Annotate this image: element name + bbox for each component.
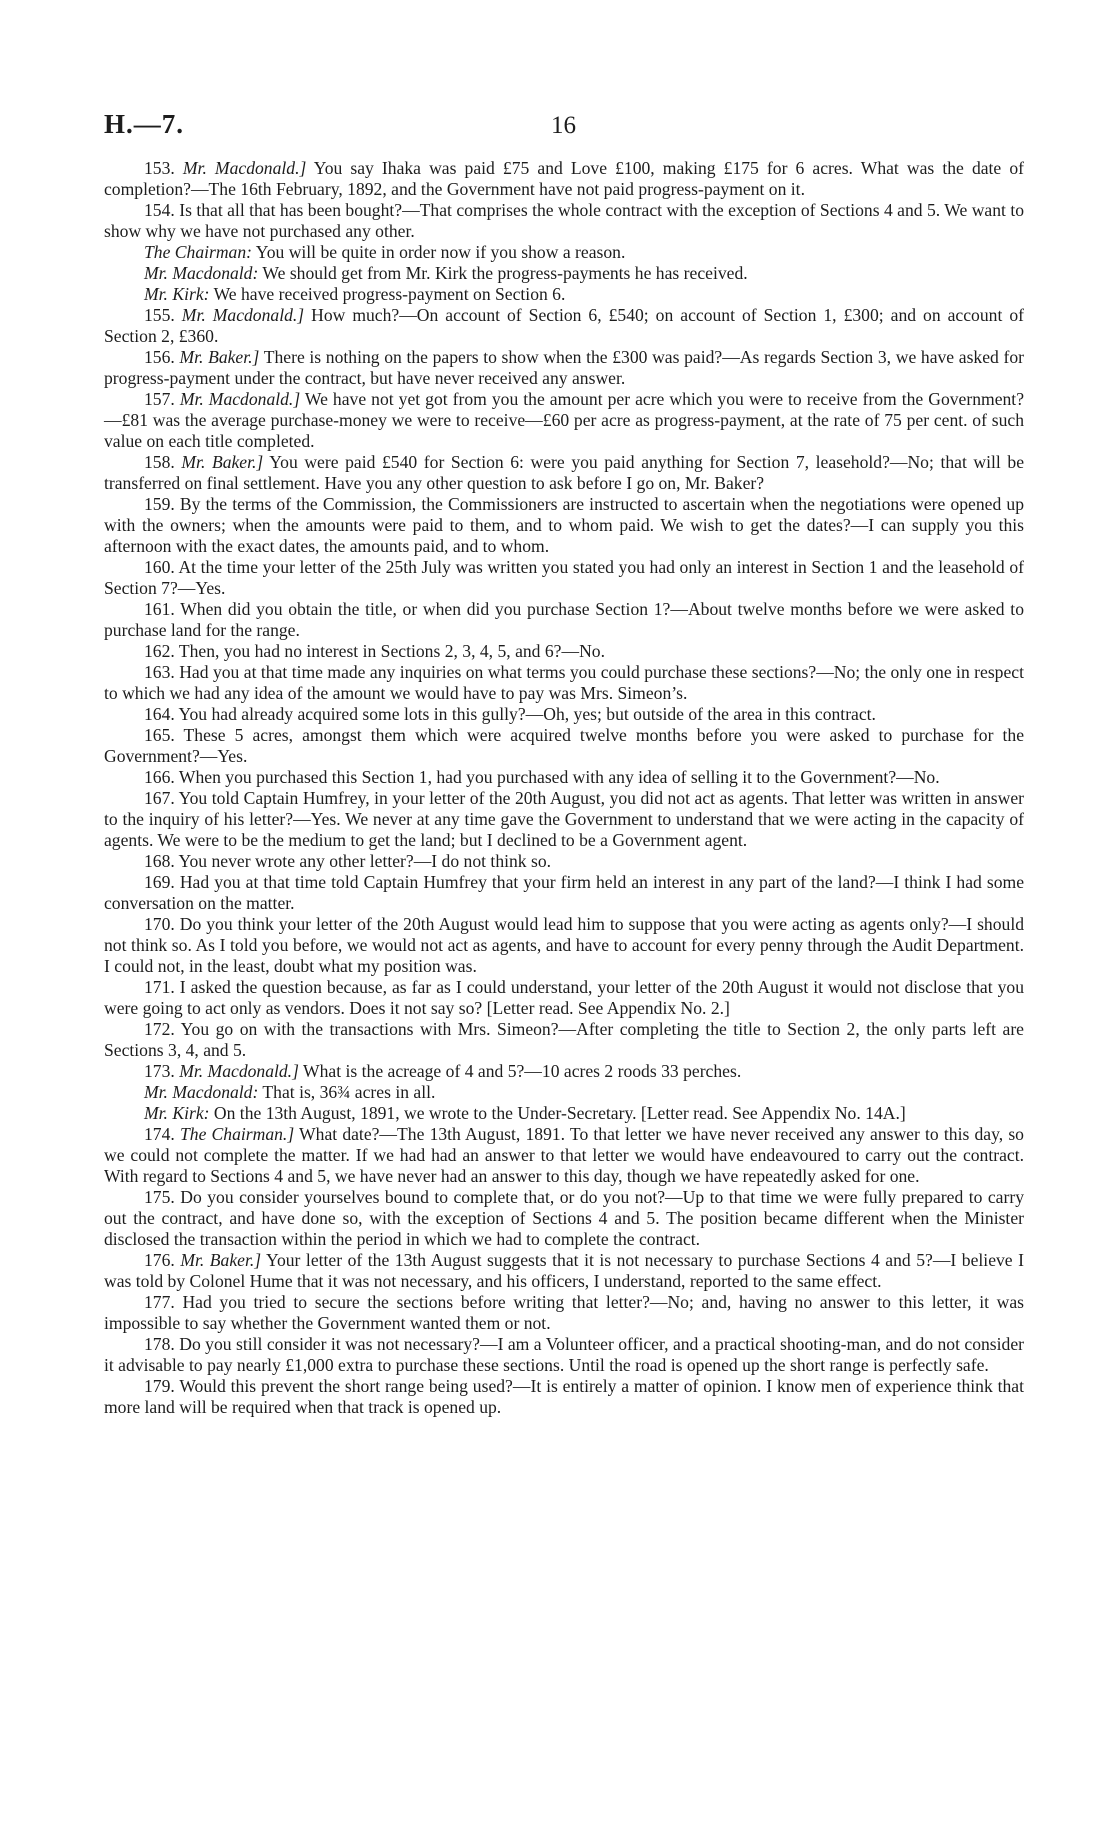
question-number: 168. [144, 851, 175, 871]
paragraph [104, 1187, 1024, 1250]
paragraph-text: Would this prevent the short range being used?—It is entirely a matter of opinion. I know men of experience think that more land will be required when that track is opened up. [104, 1376, 1024, 1417]
paragraph-text: On the 13th August, 1891, we wrote to the Under-Secretary. [Letter read. See Appendix No. 14A.] [209, 1103, 906, 1123]
paragraph-text: I asked the question because, as far as I could understand, your letter of the 20th August it would not disclose that you were going to act only as vendors. Does it not say so? [Letter read. See Appendix No. 2.] [104, 977, 1024, 1018]
paragraph-text: You will be quite in order now if you show a reason. [252, 242, 626, 262]
paragraph [104, 242, 1024, 263]
paragraph-text: When did you obtain the title, or when did you purchase Section 1?—About twelve months before we were asked to purchase land for the range. [104, 599, 1024, 640]
paragraph [104, 704, 1024, 725]
paragraph-text: We have received progress-payment on Section 6. [209, 284, 566, 304]
paragraph-text: At the time your letter of the 25th July was written you stated you had only an interest in Section 1 and the leasehold of Section 7?—Yes. [104, 557, 1024, 598]
paragraph [104, 1103, 1024, 1124]
question-number: 154. [144, 200, 175, 220]
paragraph [104, 725, 1024, 767]
question-number: 174. [144, 1124, 175, 1144]
paragraph-text: What date?—The 13th August, 1891. To that letter we have never received any answer to this day, so we could not complete the matter. If we had had an answer to that letter we would have endeavoured to carry out the contract. With regard to Sections 4 and 5, we have never had an answer to this day, though we have repeatedly asked for one. [104, 1124, 1024, 1186]
paragraph [104, 1082, 1024, 1103]
paragraph [104, 1124, 1024, 1187]
paragraph [104, 347, 1024, 389]
paragraph [104, 767, 1024, 788]
paragraph [104, 1334, 1024, 1376]
question-number: 153. [144, 158, 175, 178]
speaker: Mr. Macdonald: [144, 1082, 259, 1102]
paragraph-text: Do you still consider it was not necessary?—I am a Volunteer officer, and a practical shooting-man, and do not consider it advisable to pay nearly £1,000 extra to purchase these sections. Until the road is opened up the short range is perfectly safe. [104, 1334, 1024, 1375]
paragraph [104, 662, 1024, 704]
paragraph-text: What is the acreage of 4 and 5?—10 acres 2 roods 33 perches. [298, 1061, 742, 1081]
speaker: Mr. Baker.] [181, 452, 264, 472]
paragraph [104, 872, 1024, 914]
speaker: Mr. Baker.] [179, 347, 260, 367]
paragraph [104, 452, 1024, 494]
paragraph [104, 389, 1024, 452]
question-number: 159. [144, 494, 175, 514]
question-number: 163. [144, 662, 175, 682]
paragraph-text: By the terms of the Commission, the Commissioners are instructed to ascertain when the negotiations were opened up with the owners; when the amounts were paid to them, and to whom paid. We wish to get the dates?—I can supply you this afternoon with the exact dates, the amounts paid, and to whom. [104, 494, 1024, 556]
speaker: Mr. Macdonald.] [179, 1061, 299, 1081]
page-number: 16 [551, 112, 576, 139]
paragraph [104, 305, 1024, 347]
paragraph-text: We should get from Mr. Kirk the progress-payments he has received. [258, 263, 748, 283]
question-number: 156. [144, 347, 175, 367]
paragraph-text: Is that all that has been bought?—That comprises the whole contract with the exception of Sections 4 and 5. We want to show why we have not purchased any other. [104, 200, 1024, 241]
question-number: 169. [144, 872, 175, 892]
paragraph-text: Had you tried to secure the sections before writing that letter?—No; and, having no answer to this letter, it was impossible to say whether the Government wanted them or not. [104, 1292, 1024, 1333]
question-number: 162. [144, 641, 175, 661]
speaker: The Chairman: [144, 242, 253, 262]
paragraph [104, 557, 1024, 599]
speaker: Mr. Baker.] [180, 1250, 262, 1270]
paragraph [104, 158, 1024, 200]
paragraph [104, 641, 1024, 662]
question-number: 178. [144, 1334, 175, 1354]
paragraph [104, 1061, 1024, 1082]
speaker: Mr. Macdonald.] [182, 158, 307, 178]
paragraph-text: Your letter of the 13th August suggests that it is not necessary to purchase Sections 4 and 5?—I believe I was told by Colonel Hume that it was not necessary, and his officers, I understand, reported to the same effect. [104, 1250, 1024, 1291]
question-number: 175. [144, 1187, 175, 1207]
document-body [104, 158, 1024, 1418]
paragraph-text: You had already acquired some lots in this gully?—Oh, yes; but outside of the area in this contract. [174, 704, 876, 724]
question-number: 157. [144, 389, 175, 409]
paragraph-text: Had you at that time told Captain Humfrey that your firm held an interest in any part of the land?—I think I had some conversation on the matter. [104, 872, 1024, 913]
speaker: Mr. Macdonald.] [181, 305, 305, 325]
paragraph-text: You never wrote any other letter?—I do not think so. [174, 851, 552, 871]
paragraph [104, 914, 1024, 977]
question-number: 179. [144, 1376, 175, 1396]
question-number: 172. [144, 1019, 175, 1039]
paragraph [104, 263, 1024, 284]
paragraph-text: Had you at that time made any inquiries on what terms you could purchase these sections?—No; the only one in respect to which we had any idea of the amount we would have to pay was Mrs. Simeon’s. [104, 662, 1024, 703]
question-number: 166. [144, 767, 175, 787]
question-number: 171. [144, 977, 175, 997]
paragraph [104, 284, 1024, 305]
paragraph-text: We have not yet got from you the amount per acre which you were to receive from the Government?—£81 was the average purchase-money we were to receive—£60 per acre as progress-payment, at the rate of 75 per cent. of such value on each title completed. [104, 389, 1025, 451]
paragraph-text: When you purchased this Section 1, had you purchased with any idea of selling it to the Government?—No. [174, 767, 940, 787]
paragraph [104, 1376, 1024, 1418]
question-number: 177. [144, 1292, 175, 1312]
question-number: 161. [144, 599, 175, 619]
paragraph [104, 1019, 1024, 1061]
speaker: The Chairman.] [179, 1124, 295, 1144]
paragraph [104, 599, 1024, 641]
paragraph [104, 494, 1024, 557]
paragraph-text: How much?—On account of Section 6, £540; on account of Section 1, £300; and on account of Section 2, £360. [104, 305, 1024, 346]
question-number: 167. [144, 788, 175, 808]
paragraph-text: There is nothing on the papers to show when the £300 was paid?—As regards Section 3, we have asked for progress-payment under the contract, but have never received any answer. [104, 347, 1025, 388]
speaker: Mr. Kirk: [144, 1103, 210, 1123]
speaker: Mr. Kirk: [144, 284, 210, 304]
question-number: 173. [144, 1061, 175, 1081]
paragraph-text: You say Ihaka was paid £75 and Love £100, making £175 for 6 acres. What was the date of completion?—The 16th February, 1892, and the Government have not paid progress-payment on it. [104, 158, 1024, 199]
paragraph [104, 1250, 1024, 1292]
speaker: Mr. Macdonald: [144, 263, 259, 283]
question-number: 170. [144, 914, 175, 934]
paragraph [104, 851, 1024, 872]
paragraph-text: Do you think your letter of the 20th August would lead him to suppose that you were acting as agents only?—I should not think so. As I told you before, we would not act as agents, and have to account for every penny through the Audit Department. I could not, in the least, doubt what my position was. [104, 914, 1024, 976]
paragraph [104, 200, 1024, 242]
paragraph-text: You were paid £540 for Section 6: were you paid anything for Section 7, leasehold?—No; that will be transferred on final settlement. Have you any other question to ask before I go on, Mr. Baker? [104, 452, 1025, 493]
paragraph-text: Do you consider yourselves bound to complete that, or do you not?—Up to that time we were fully prepared to carry out the contract, and have done so, with the exception of Sections 4 and 5. The position became different when the Minister disclosed the transaction within the period in which we had to complete the contract. [104, 1187, 1024, 1249]
paragraph-text: You told Captain Humfrey, in your letter of the 20th August, you did not act as agents. That letter was written in answer to the inquiry of his letter?—Yes. We never at any time gave the Government to understand that we were acting in the capacity of agents. We were to be the medium to get the land; but I declined to be a Government agent. [104, 788, 1024, 850]
paragraph-text: Then, you had no interest in Sections 2, 3, 4, 5, and 6?—No. [174, 641, 605, 661]
question-number: 165. [144, 725, 175, 745]
paragraph-text: That is, 36¾ acres in all. [258, 1082, 436, 1102]
question-number: 155. [144, 305, 175, 325]
paragraph [104, 1292, 1024, 1334]
question-number: 158. [144, 452, 175, 472]
question-number: 176. [144, 1250, 175, 1270]
question-number: 164. [144, 704, 175, 724]
paragraph-text: These 5 acres, amongst them which were acquired twelve months before you were asked to purchase for the Government?—Yes. [104, 725, 1024, 766]
paragraph [104, 977, 1024, 1019]
speaker: Mr. Macdonald.] [179, 389, 301, 409]
paragraph-text: You go on with the transactions with Mrs. Simeon?—After completing the title to Section 2, the only parts left are Sections 3, 4, and 5. [104, 1019, 1024, 1060]
question-number: 160. [144, 557, 175, 577]
paragraph [104, 788, 1024, 851]
document-reference: H.—7. [104, 109, 185, 139]
